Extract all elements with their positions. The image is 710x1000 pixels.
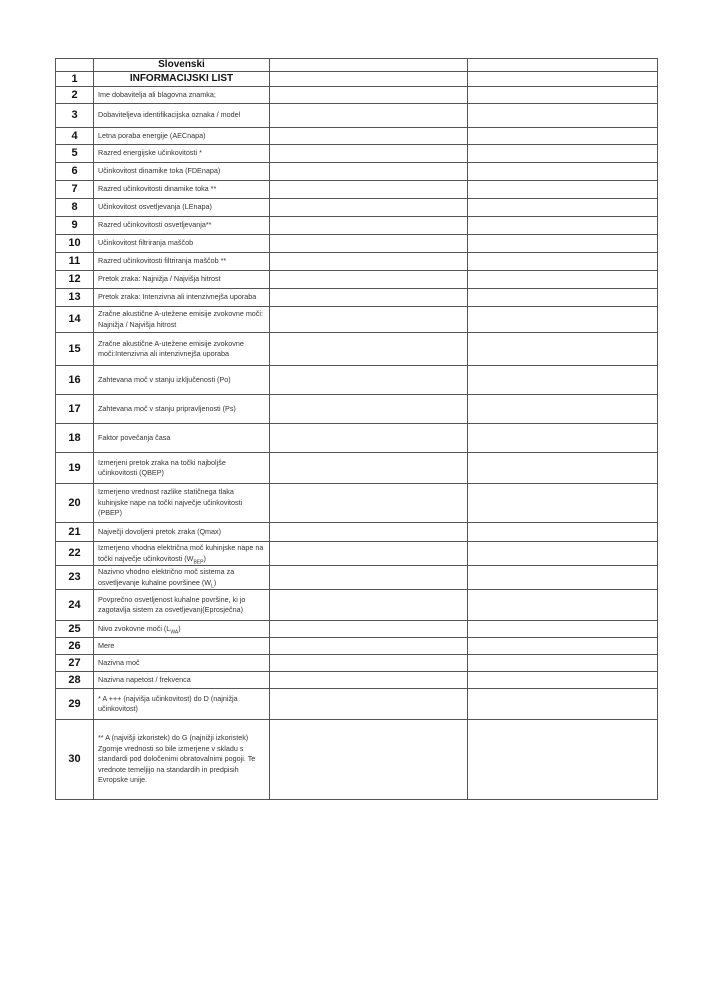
value-cell [270, 689, 468, 720]
row-number: 29 [56, 689, 94, 720]
row-number: 24 [56, 590, 94, 621]
table-row [56, 720, 658, 800]
row-number: 10 [56, 235, 94, 253]
value-cell [468, 638, 658, 655]
row-label: Razred učinkovitosti dinamike toka ** [94, 181, 270, 199]
row-number: 5 [56, 145, 94, 163]
row-number: 2 [56, 87, 94, 104]
table-row [56, 307, 658, 333]
value-cell [270, 163, 468, 181]
empty-cell [56, 59, 94, 72]
value-cell [270, 542, 468, 566]
value-cell [468, 59, 658, 72]
value-cell [270, 87, 468, 104]
value-cell [468, 72, 658, 87]
row-label: Povprečno osvetljenost kuhalne površine, ki jo zagotavlja sistem za osvetljevanj(Eprosječna) [94, 590, 270, 621]
row-number: 26 [56, 638, 94, 655]
row-label: Razred energijske učinkovitosti * [94, 145, 270, 163]
row-number: 20 [56, 484, 94, 523]
row-label: Faktor povečanja časa [94, 424, 270, 453]
value-cell [468, 104, 658, 128]
value-cell [270, 453, 468, 484]
row-number: 30 [56, 720, 94, 800]
table-row [56, 621, 658, 638]
information-sheet-table [55, 58, 658, 800]
row-label: Nazivno vhodno električno moč sistema za osvetljevanje kuhalne površinee $(W_L)$ [94, 566, 270, 590]
value-cell [270, 59, 468, 72]
row-number: 16 [56, 366, 94, 395]
row-number: 23 [56, 566, 94, 590]
table-row [56, 523, 658, 542]
value-cell [468, 395, 658, 424]
value-cell [468, 484, 658, 523]
value-cell [270, 621, 468, 638]
label-subscript: WA [170, 629, 179, 636]
value-cell [468, 542, 658, 566]
table-row [56, 638, 658, 655]
row-label: Pretok zraka: Najnižja / Najvišja hitrost [94, 271, 270, 289]
sheet-title: INFORMACIJSKI LIST [94, 72, 270, 87]
value-cell [270, 672, 468, 689]
row-number: 12 [56, 271, 94, 289]
value-cell [270, 271, 468, 289]
value-cell [468, 689, 658, 720]
value-cell [270, 307, 468, 333]
row-label: Učinkovitost dinamike toka (FDEnapa) [94, 163, 270, 181]
table-row [56, 672, 658, 689]
row-number: 15 [56, 333, 94, 366]
value-cell [270, 217, 468, 235]
row-label: ** A (najvišji izkoristek) do G (najnižji izkoristek) Zgornje vrednosti so bile izmerjene v skladu s standardi pod določenimi obratovalnimi pogoji. Te vrednote temeljijo na standardih in predpisih Evropske unije. [94, 720, 270, 800]
table-row [56, 72, 658, 87]
value-cell [468, 163, 658, 181]
value-cell [468, 235, 658, 253]
table-row [56, 366, 658, 395]
row-number: 18 [56, 424, 94, 453]
value-cell [270, 590, 468, 621]
table-row [56, 271, 658, 289]
value-cell [468, 181, 658, 199]
table-row [56, 424, 658, 453]
row-number: 21 [56, 523, 94, 542]
row-number: 7 [56, 181, 94, 199]
value-cell [270, 253, 468, 271]
row-number: 22 [56, 542, 94, 566]
row-label: Učinkovitost osvetljevanja (LEnapa) [94, 199, 270, 217]
row-label: Zahtevana moč v stanju pripravljenosti (Ps) [94, 395, 270, 424]
table-row [56, 590, 658, 621]
value-cell [468, 128, 658, 145]
row-label: Izmerjeno vhodna električna moč kuhinjske nape na točki največje učinkovitosti $(W_{BEP})$ [94, 542, 270, 566]
value-cell [270, 104, 468, 128]
value-cell [270, 720, 468, 800]
row-label: Ime dobavitelja ali blagovna znamka; [94, 87, 270, 104]
value-cell [468, 523, 658, 542]
label-subscript: BEP [193, 558, 204, 565]
table-row [56, 235, 658, 253]
language-row [56, 59, 658, 72]
value-cell [468, 145, 658, 163]
table-row [56, 199, 658, 217]
row-label: Mere [94, 638, 270, 655]
value-cell [270, 145, 468, 163]
table-row [56, 253, 658, 271]
table-row [56, 217, 658, 235]
row-number: 6 [56, 163, 94, 181]
row-label: Razred učinkovitosti osvetljevanja** [94, 217, 270, 235]
row-label: Zračne akustične A-utežene emisije zvokovne moči: Najnižja / Najvišja hitrost [94, 307, 270, 333]
value-cell [468, 566, 658, 590]
table-row [56, 542, 658, 566]
value-cell [270, 181, 468, 199]
value-cell [468, 289, 658, 307]
row-number: 8 [56, 199, 94, 217]
row-label: Izmerjeni pretok zraka na točki najboljše učinkovitosti (QBEP) [94, 453, 270, 484]
value-cell [468, 307, 658, 333]
table-row [56, 104, 658, 128]
value-cell [270, 366, 468, 395]
table-row [56, 689, 658, 720]
value-cell [468, 87, 658, 104]
table-row [56, 289, 658, 307]
row-number: 28 [56, 672, 94, 689]
table-row [56, 128, 658, 145]
value-cell [270, 199, 468, 217]
value-cell [270, 289, 468, 307]
row-label: Dobaviteljeva identifikacijska oznaka / model [94, 104, 270, 128]
row-number: 13 [56, 289, 94, 307]
value-cell [270, 523, 468, 542]
language-header: Slovenski [94, 59, 270, 72]
value-cell [468, 453, 658, 484]
row-label: Zračne akustične A-utežene emisije zvokovne moči:Intenzivna ali intenzivnejša uporaba [94, 333, 270, 366]
value-cell [270, 395, 468, 424]
row-label: Letna poraba energije (AECnapa) [94, 128, 270, 145]
row-label: Izmerjeno vrednost razlike statičnega tlaka kuhinjske nape na točki največje učinkovitosti (PBEP) [94, 484, 270, 523]
row-number: 1 [56, 72, 94, 87]
row-number: 27 [56, 655, 94, 672]
value-cell [270, 72, 468, 87]
row-label: * A +++ (najvišja učinkovitost) do D (najnižja učinkovitost) [94, 689, 270, 720]
value-cell [468, 672, 658, 689]
table-row [56, 453, 658, 484]
row-number: 9 [56, 217, 94, 235]
table-row [56, 163, 658, 181]
value-cell [270, 235, 468, 253]
row-number: 25 [56, 621, 94, 638]
value-cell [468, 720, 658, 800]
row-number: 14 [56, 307, 94, 333]
row-number: 17 [56, 395, 94, 424]
row-label: Nazivna napetost / frekvenca [94, 672, 270, 689]
value-cell [468, 217, 658, 235]
value-cell [468, 199, 658, 217]
value-cell [468, 253, 658, 271]
value-cell [468, 333, 658, 366]
table-row [56, 145, 658, 163]
table-row [56, 333, 658, 366]
row-label: Največji dovoljeni pretok zraka (Qmax) [94, 523, 270, 542]
row-number: 19 [56, 453, 94, 484]
row-number: 3 [56, 104, 94, 128]
table-row [56, 87, 658, 104]
table-row [56, 395, 658, 424]
table-row [56, 655, 658, 672]
value-cell [468, 271, 658, 289]
label-subscript: L [211, 582, 214, 589]
value-cell [270, 638, 468, 655]
value-cell [270, 484, 468, 523]
value-cell [270, 333, 468, 366]
value-cell [468, 424, 658, 453]
row-number: 11 [56, 253, 94, 271]
table-row [56, 484, 658, 523]
value-cell [468, 366, 658, 395]
value-cell [270, 128, 468, 145]
table-row [56, 181, 658, 199]
row-label: Nazivna moč [94, 655, 270, 672]
table-row [56, 566, 658, 590]
value-cell [468, 621, 658, 638]
row-label: Razred učinkovitosti filtriranja maščob ** [94, 253, 270, 271]
row-number: 4 [56, 128, 94, 145]
row-label: Zahtevana moč v stanju izključenosti (Po) [94, 366, 270, 395]
value-cell [468, 590, 658, 621]
value-cell [270, 566, 468, 590]
value-cell [270, 424, 468, 453]
value-cell [270, 655, 468, 672]
row-label: Pretok zraka: Intenzivna ali intenzivnejša uporaba [94, 289, 270, 307]
value-cell [468, 655, 658, 672]
row-label: Učinkovitost filtriranja maščob [94, 235, 270, 253]
row-label: Nivo zvokovne moči $(L_{WA})$ [94, 621, 270, 638]
